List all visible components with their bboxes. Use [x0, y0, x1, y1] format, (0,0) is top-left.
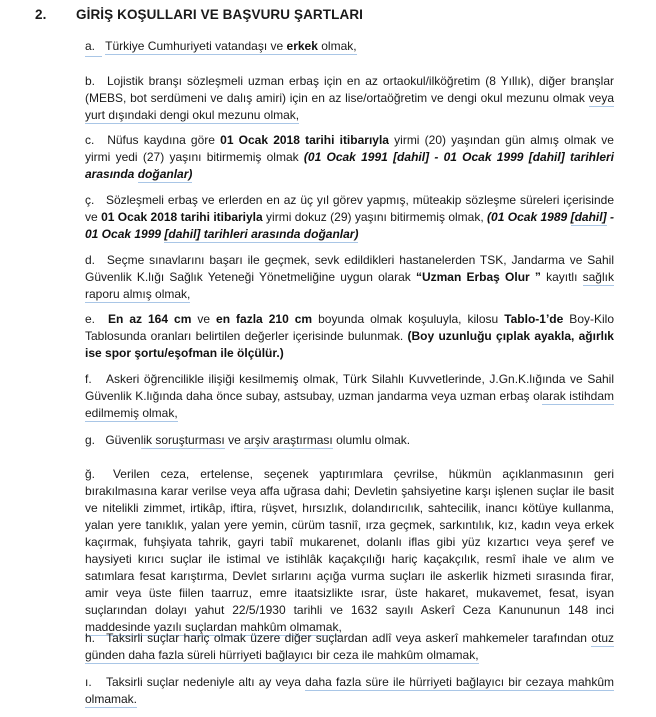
item-bold-text: 01 Ocak 2018 tarihi itibarıyla [220, 133, 389, 147]
item-bold-text: “Uzman Erbaş Olur ” [415, 270, 541, 284]
section-number: 2. [35, 7, 47, 22]
item-bold-text: En az 164 cm [108, 312, 192, 326]
item-text: Seçme sınavlarını başarı ile geçmek, sevk edildikleri hastanelerden TSK, Jandarma ve Sahil Güvenlik K.lığı Sağlık Yeteneği Yönetmeliğine uygun olarak [85, 253, 614, 284]
item-bold-italic-text: (01 Ocak 1989 [487, 210, 571, 224]
item-text: mahkûm olmamak. [85, 675, 614, 706]
item-text: yirmi (20) yaşından gün almış olmak ve yirmi yedi (27) yaşını bitirmemiş olmak [85, 133, 614, 164]
item-bold-italic-text: (01 Ocak 1991 [dahil] - 01 Ocak 1999 [dahil] tarihleri arasında [85, 150, 614, 181]
item-label: e. [85, 312, 96, 326]
item-text: olmak, [317, 39, 357, 53]
item-text: boyunda olmak koşuluyla, kilosu [312, 312, 505, 326]
section-title: GİRİŞ KOŞULLARI VE BAŞVURU ŞARTLARI [76, 7, 364, 22]
item-label: a. [85, 38, 102, 57]
item-bold-text: 01 Ocak 2018 tarihi itibariyla [101, 210, 263, 224]
item-text: olumlu olmak. [332, 433, 411, 447]
item-g-breve [32, 466, 614, 636]
item-label: c. [85, 133, 95, 147]
item-text: ve [224, 433, 245, 447]
item-label: ğ. [85, 467, 96, 481]
item-text: otuz günden daha fazla süreli hürriyeti bağlayıcı bir ceza ile mahkûm olmamak, [85, 631, 615, 662]
item-label: ç. [85, 193, 95, 207]
item-d [32, 252, 614, 303]
item-label: h. [85, 631, 96, 645]
item-text: ve [191, 312, 217, 326]
item-label: ı. [85, 675, 92, 689]
item-text: yirmi dokuz (29) yaşını bitirmemiş olmak, [262, 210, 488, 224]
item-text: arak istihdam edilmemiş olmak, [85, 389, 614, 420]
item-label: g. [85, 433, 96, 447]
item-bold-italic-text: - 01 Ocak 1999 [85, 210, 614, 241]
item-g [32, 432, 614, 449]
item-bold-italic-text: [dahil] [570, 210, 607, 224]
item-bold-italic-text: [dahil] tarihleri arasında doğanlar) [164, 227, 359, 241]
item-label: f. [85, 372, 92, 386]
item-text: Taksirli suçlar hariç olmak üzere diğer suçlardan adlî veya askerî mahkemeler tarafından [106, 631, 592, 645]
item-text: lik soruşturması [140, 433, 225, 447]
item-text: Taksirli suçlar nedeniyle altı ay veya [105, 675, 306, 689]
item-text: Lojistik branşı sözleşmeli uzman erbaş için en az ortaokul/ilköğretim (8 Yıllık), diğer branşlar (MEBS, bot serdümeni ve dalış amiri) için en az lise/ortaöğretim ve dengi okul mezunu olmak [85, 74, 614, 105]
item-text: Güven [105, 433, 141, 447]
item-c [32, 132, 614, 183]
item-text: daha fazla süre ile hürriyeti bağlayıcı bir cezaya [305, 675, 568, 689]
item-c-cedilla [32, 192, 614, 243]
item-text: Türkiye Cumhuriyeti vatandaşı ve [105, 39, 287, 53]
item-bold-text: erkek [286, 39, 318, 53]
item-text: sağlık raporu almış olmak, [85, 270, 614, 301]
item-text: Boy-Kilo Tablosunda oranları belirtilen değerler içerisinde bulunmak. [85, 312, 614, 343]
item-text: arşiv araştırması [244, 433, 333, 447]
item-bold-text: (Boy uzunluğu çıplak ayakla, ağırlık ise spor şortu/eşofman ile ölçülür.) [85, 329, 614, 360]
item-f [32, 371, 614, 422]
item-bold-italic-text: doğanlar) [137, 167, 193, 181]
item-bold-text: Tablo-1’de [504, 312, 564, 326]
item-i-dotless [32, 674, 614, 708]
item-bold-text: en fazla 210 cm [216, 312, 313, 326]
item-text: maddesinde yazılı suçlardan mahkûm olmamak, [85, 620, 342, 634]
item-b [32, 73, 614, 124]
item-text: veya yurt dışındaki dengi okul mezunu olmak, [85, 91, 614, 122]
item-label: b. [85, 74, 96, 88]
item-label: d. [85, 253, 96, 267]
section-heading [35, 7, 363, 22]
item-text: kayıtlı [540, 270, 583, 284]
item-text: Askeri öğrencilikle ilişiği kesilmemiş olmak, Türk Silahlı Kuvvetlerinde, J.Gn.K.lığında ve Sahil Güvenlik K.lığında daha önce subay, astsubay, uzman jandarma veya uzman erbaş ol [85, 372, 614, 403]
item-a [32, 38, 614, 57]
item-text: Verilen ceza, ertelense, seçenek yaptırımlara çevrilse, hükmün açıklanmasının geri bırakılmasına karar verilse veya affa uğrasa dahi; Devletin şahsiyetine karşı işlenen suçlar ile basit ve nitelikli zimmet, irtikâp, iftira, rüşvet, hırsızlık, dolandırıcılık, sahtecilik, inancı kötüye kullanma, yalan yere tanıklık, yalan yere yemin, cürüm tasniî, ırza geçmek, sarkıntılık, kız, kadın veya erkek kaçırmak, fuhşiyata tahrik, gayri tabiî mukarenet, dolanlı iflas gibi yüz kızartıcı veya şeref ve haysiyeti kırıcı suçlar ile istimal ve istihlâk kaçakçılığı hariç kaçakçılık, resmî ihale ve alım ve satımlara fesat karıştırma, Devlet sırlarını açığa vurma suçları ile askerlik hizmeti sırasında firar, amir veya üste fiilen taarruz, emre itaatsizlikte ısrar, üste hakaret, mukavemet, fesat, isyan suçlarından dolayı yahut 22/5/1930 tarihli ve 1632 sayılı Askerî Ceza Kanununun 148 inci [85, 467, 614, 617]
item-h [32, 630, 614, 664]
item-text: Nüfus kaydına göre [107, 133, 221, 147]
item-text: Sözleşmeli erbaş ve erlerden en az üç yıl görev yapmış, müteakip sözleşme süreleri içerisinde ve [85, 193, 614, 224]
item-e [32, 311, 614, 362]
